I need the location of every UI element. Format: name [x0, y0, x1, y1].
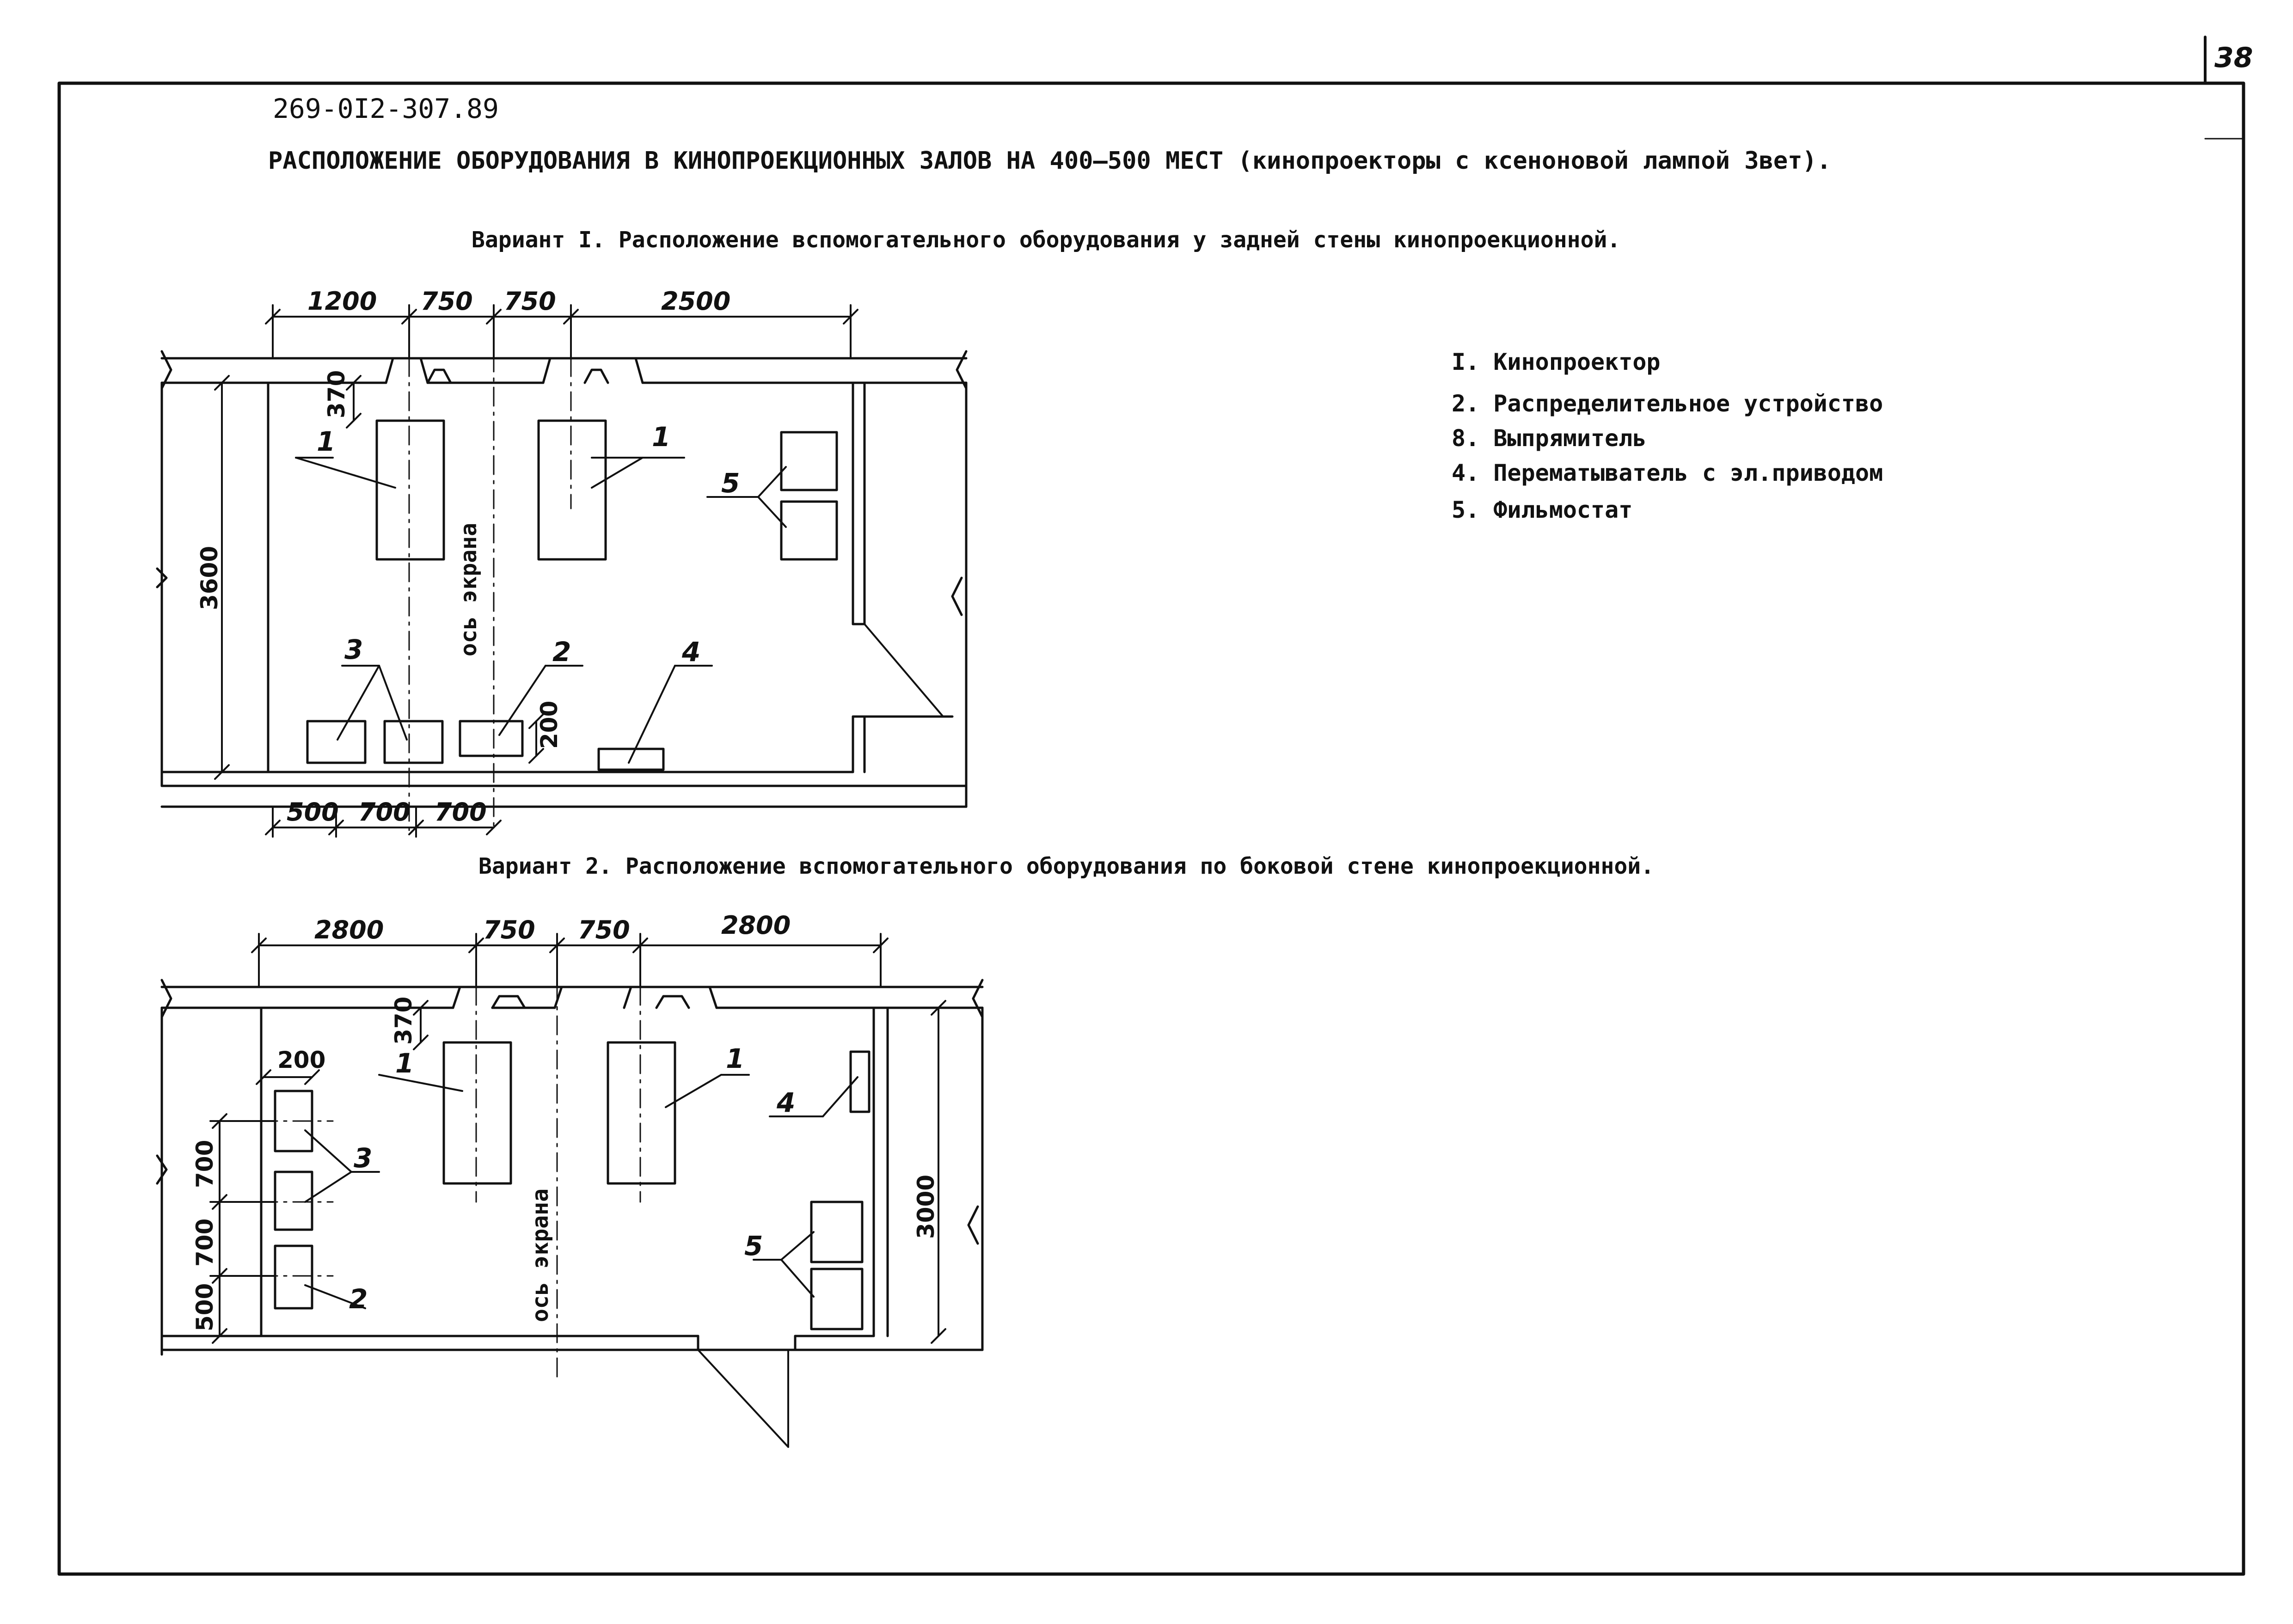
v2-distribution-device — [275, 1246, 312, 1308]
v1-dim-top-1: 1200 — [307, 287, 377, 316]
v2-screen-axis-label: ось экрана — [527, 1189, 553, 1322]
v2-label-rectifier: 3 — [354, 1142, 373, 1174]
legend-item-distribution-device: 2. Распределительное устройство — [1452, 390, 1883, 417]
v1-dim-top-2: 750 — [421, 287, 473, 316]
variant2-caption: Вариант 2. Расположение вспомогательного оборудования по боковой стене кинопроекционной. — [478, 853, 1655, 879]
v1-label-projector-right: 1 — [652, 421, 671, 453]
legend-item-projector: I. Кинопроектор — [1452, 349, 1661, 375]
v2-dim-height: 3000 — [913, 1174, 939, 1239]
v2-dim-left-2: 700 — [191, 1218, 218, 1267]
v2-dim-top-2: 750 — [483, 915, 535, 944]
v2-projector-right — [608, 1042, 675, 1183]
v1-rectifier-b — [385, 721, 442, 763]
v2-film-cabinet-top — [811, 1202, 862, 1262]
v2-projector-left — [444, 1042, 511, 1183]
sheet-title: РАСПОЛОЖЕНИЕ ОБОРУДОВАНИЯ В КИНОПРОЕКЦИОННЫХ ЗАЛОВ НА 400–500 МЕСТ (кинопроекторы с ксеноновой лампой Звет). — [268, 147, 1832, 175]
v1-dim-top-4: 2500 — [661, 287, 731, 316]
v2-dim-left-1: 700 — [191, 1140, 218, 1188]
v2-label-rewinder: 4 — [777, 1087, 796, 1118]
v1-label-film-cabinet: 5 — [721, 467, 740, 499]
legend-item-film-cabinet: 5. Фильмостат — [1452, 496, 1633, 523]
v2-dimensions — [210, 934, 945, 1343]
v2-dim-top-3: 750 — [578, 915, 630, 944]
v2-label-projector-right: 1 — [726, 1043, 745, 1074]
v2-dim-top-4: 2800 — [721, 911, 791, 940]
legend — [1452, 349, 1883, 523]
legend-item-rectifier: 8. Выпрямитель — [1452, 425, 1647, 452]
v1-dim-bottom-1: 500 — [287, 797, 339, 827]
v1-projector-right — [539, 421, 606, 559]
v2-film-cabinet-bottom — [811, 1269, 862, 1329]
v1-label-distribution: 2 — [552, 636, 571, 668]
legend-item-rewinder: 4. Перематыватель с эл.приводом — [1452, 460, 1883, 486]
v2-label-projector-left: 1 — [395, 1048, 414, 1079]
document-code: 269-0I2-307.89 — [273, 93, 499, 124]
v1-distribution-device — [460, 721, 522, 756]
v1-projector-left — [377, 421, 444, 559]
v1-dimension-labels — [196, 287, 730, 827]
v1-label-rewinder: 4 — [682, 636, 701, 668]
v1-dim-bottom-3: 700 — [435, 797, 487, 827]
v1-dim-height: 3600 — [196, 545, 223, 610]
v2-leaders — [305, 1075, 858, 1308]
v1-film-cabinet-bottom — [781, 502, 837, 559]
v1-rectifier-a — [307, 721, 365, 763]
v1-label-rectifier: 3 — [344, 634, 363, 665]
v2-centerlines — [259, 948, 640, 1378]
page-number: 38 — [2214, 42, 2253, 74]
v2-dim-200: 200 — [277, 1047, 326, 1073]
v2-dim-370: 370 — [390, 996, 417, 1045]
v2-label-distribution: 2 — [349, 1283, 368, 1315]
v2-dim-top-1: 2800 — [314, 915, 384, 944]
v1-dim-bottom-2: 700 — [358, 797, 411, 827]
variant1-caption: Вариант I. Расположение вспомогательного оборудования у задней стены кинопроекционной. — [472, 227, 1621, 253]
v1-dim-370: 370 — [323, 370, 350, 418]
v1-film-cabinet-top — [781, 432, 837, 490]
v2-label-film-cabinet: 5 — [744, 1230, 763, 1262]
v1-screen-axis-label: ось экрана — [456, 523, 482, 656]
v1-label-projector-left: 1 — [317, 426, 336, 457]
v2-dim-left-3: 500 — [191, 1283, 218, 1331]
v2-item-labels — [349, 1043, 795, 1315]
v1-dim-200: 200 — [536, 700, 563, 749]
v1-dim-top-3: 750 — [504, 287, 556, 316]
v1-dimensions — [215, 305, 858, 837]
